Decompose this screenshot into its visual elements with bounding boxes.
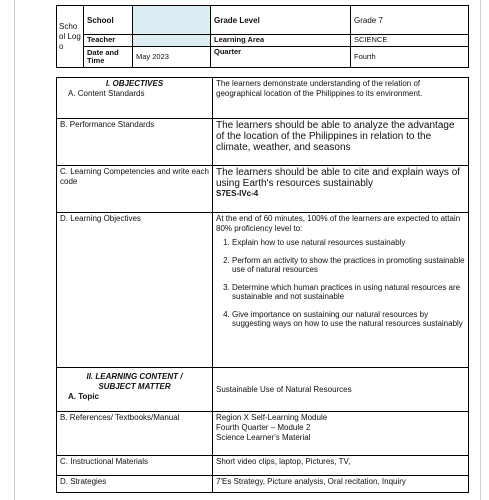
content-standards-label: A. Content Standards [68, 89, 145, 98]
school-logo-placeholder: School Logo [57, 6, 84, 68]
lesson-plan-table [56, 77, 469, 493]
learning-objectives-intro: At the end of 60 minutes, 100% of the learners are expected to attain 80% proficiency level to: [216, 214, 461, 233]
learning-objective-item: 2. Perform an activity to show the practices in promoting sustainable use of natural resources [232, 256, 465, 275]
date-value: May 2023 [133, 47, 211, 68]
performance-standards-label: B. Performance Standards [57, 119, 213, 166]
topic-text: Sustainable Use of Natural Resources [213, 368, 469, 412]
learning-area-value: SCIENCE [351, 35, 469, 47]
quarter-label: Quarter [211, 47, 351, 68]
teacher-label: Teacher [84, 35, 133, 47]
competencies-row [57, 166, 469, 213]
learning-objectives-row [57, 213, 469, 368]
learning-objective-item: 4. Give importance on sustaining our natural resources by suggesting ways on how to use the natural resources sustainably [232, 310, 465, 329]
learning-objective-item: 1. Explain how to use natural resources sustainably [232, 238, 465, 248]
instructional-materials-row [57, 456, 469, 476]
learning-objectives-list [216, 238, 465, 329]
objectives-heading: I. OBJECTIVES [105, 79, 164, 88]
learning-area-label: Learning Area [211, 35, 351, 47]
quarter-value: Fourth [351, 47, 469, 68]
reference-line: Fourth Quarter – Module 2 [216, 423, 311, 432]
content-standards-row [57, 78, 469, 119]
strategies-label: D. Strategies [57, 476, 213, 493]
teacher-value [133, 35, 211, 47]
learning-content-row [57, 368, 469, 412]
reference-line: Science Learner's Material [216, 433, 311, 442]
school-value [133, 6, 211, 35]
instructional-materials-label: C. Instructional Materials [57, 456, 213, 476]
grade-level-label: Grade Level [211, 6, 351, 35]
competencies-code: S7ES-IVc-4 [216, 189, 259, 198]
header-table [56, 5, 469, 68]
strategies-row [57, 476, 469, 493]
performance-standards-text: The learners should be able to analyze the advantage of the location of the Philippines in relation to the climate, weather, and seasons [213, 119, 469, 166]
learning-objectives-label: D. Learning Objectives [57, 213, 213, 368]
topic-label: A. Topic [68, 392, 99, 401]
instructional-materials-text: Short video clips, laptop, Pictures, TV, [213, 456, 469, 476]
content-standards-text: The learners demonstrate understanding of the relation of geographical location of the Philippines to its environment. [213, 78, 469, 119]
competencies-text: The learners should be able to cite and explain ways of using Earth's resources sustainably [216, 167, 461, 189]
competencies-label: C. Learning Competencies and write each code [57, 166, 213, 213]
learning-content-heading: II. LEARNING CONTENT / SUBJECT MATTER [86, 372, 183, 391]
page-right-edge [480, 0, 481, 500]
school-label: School [84, 6, 133, 35]
references-label: B. References/ Textbooks/Manual [57, 412, 213, 456]
grade-level-value: Grade 7 [351, 6, 469, 35]
references-row [57, 412, 469, 456]
page-left-edge [14, 0, 15, 500]
strategies-text: 7'Es Strategy, Picture analysis, Oral recitation, Inquiry [213, 476, 469, 493]
learning-objective-item: 3. Determine which human practices in using natural resources are sustainable and not sustainable [232, 283, 465, 302]
performance-standards-row [57, 119, 469, 166]
date-label: Date and Time [84, 47, 133, 68]
reference-line: Region X Self-Learning Module [216, 413, 328, 422]
